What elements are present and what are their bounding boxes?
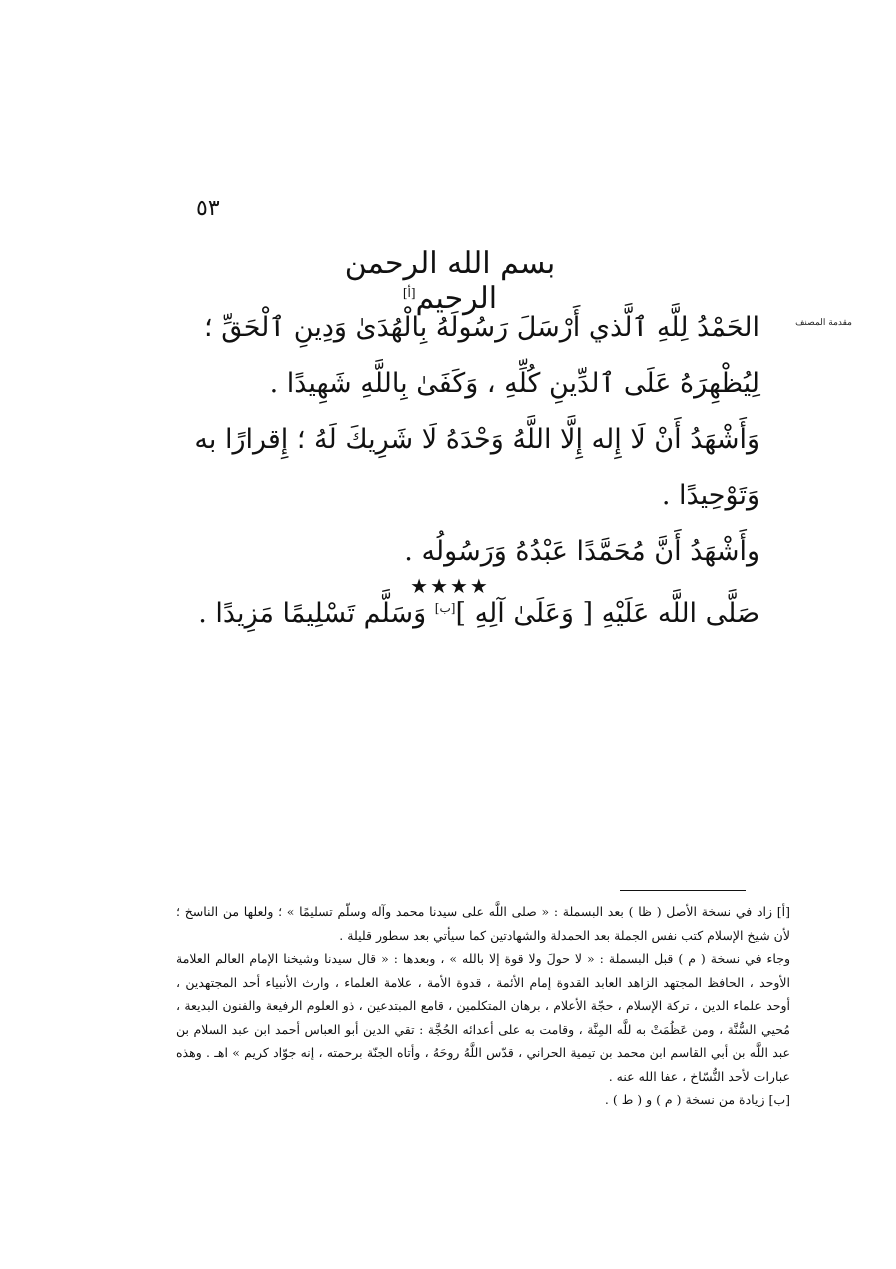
footnote-ref-b: [ب]	[434, 601, 456, 615]
footnotes	[176, 900, 790, 1112]
footnote-rule	[620, 890, 746, 891]
footnote-ref-a: [أ]	[402, 286, 416, 300]
footnote-b	[176, 1088, 790, 1112]
footnote-text: زاد في نسخة الأصل ( ظا ) بعد البسملة : « صلى اللَّه على سيدنا محمد وآله وسلّم تسليمًا » ؛ ولعلها من الناسخ ؛ لأن شيخ الإسلام كتب نفس الجملة بعد الحمدلة والشهادتين كما سيأتي بعد سطور قليلة .	[176, 904, 790, 943]
footnote-mark: [ب]	[768, 1092, 790, 1107]
text-line: وَأَشْهَدُ أَنْ لَا إِله إِلَّا اللَّهُ وَحْدَهُ لَا شَرِيكَ لَهُ ؛ إِقرارًا به وَتَوْحِيدًا .	[194, 424, 760, 511]
text-segment: وَسَلَّم تَسْلِيمًا مَزِيدًا .	[198, 598, 435, 629]
footnote-a-continued: وجاء في نسخة ( م ) قبل البسملة : « لا حولَ ولا قوة إلا بالله » ، وبعدها : « قال سيدنا وشيخنا الإمام العالم العلامة الأوحد ، الحافظ المجتهد الزاهد العابد القدوة إمام الأئمة ، قدوة الأمة ، علامة العلماء ، وارث الأنبياء أحد المجتهدين ، أوحد علماء الدين ، تركة الإسلام ، حجّة الأعلام ، برهان المتكلمين ، قامع المبتدعين ، ذو العلوم الرفيعة والفنون البديعة ، مُحيي السُّنَّة ، ومن عَظُمَتْ به للَّه المِنَّة ، وقامت به على أعدائه الحُجَّة : تقي الدين أبو العباس أحمد ابن عبد السلام بن عبد اللَّه بن أبي القاسم ابن محمد بن تيمية الحراني ، قدّس اللَّهُ روحَهُ ، وأتاه الجنّة برحمته ، إنه جوّاد كريم » اهـ . وهذه عبارات لأحد النُّسّاخ ، عفا الله عنه .	[176, 951, 790, 1084]
text-line: الحَمْدُ لِلَّهِ ٱلَّذي أَرْسَلَ رَسُولَهُ بِالْهُدَىٰ وَدِينِ ٱلْحَقِّ ؛ لِيُظْهِرَهُ عَلَى ٱلدِّينِ كُلِّهِ ، وَكَفَىٰ بِاللَّهِ شَهِيدًا .	[204, 312, 760, 399]
page-number: ٥٣	[196, 196, 220, 221]
footnote-mark: [أ]	[776, 904, 790, 919]
text-segment: صَلَّى اللَّه عَلَيْهِ [ وَعَلَىٰ آلِهِ ]	[455, 598, 760, 629]
section-divider-stars: ★★★★	[410, 574, 490, 598]
footnote-text: زيادة من نسخة ( م ) و ( ط ) .	[604, 1092, 769, 1107]
basmala-text: بسم الله الرحمن الرحيم	[344, 246, 556, 316]
footnote-a	[176, 900, 790, 947]
text-line: وأَشْهَدُ أَنَّ مُحَمَّدًا عَبْدُهُ وَرَسُولُه .	[404, 536, 760, 567]
margin-note: مقدمة المصنف	[795, 318, 852, 328]
